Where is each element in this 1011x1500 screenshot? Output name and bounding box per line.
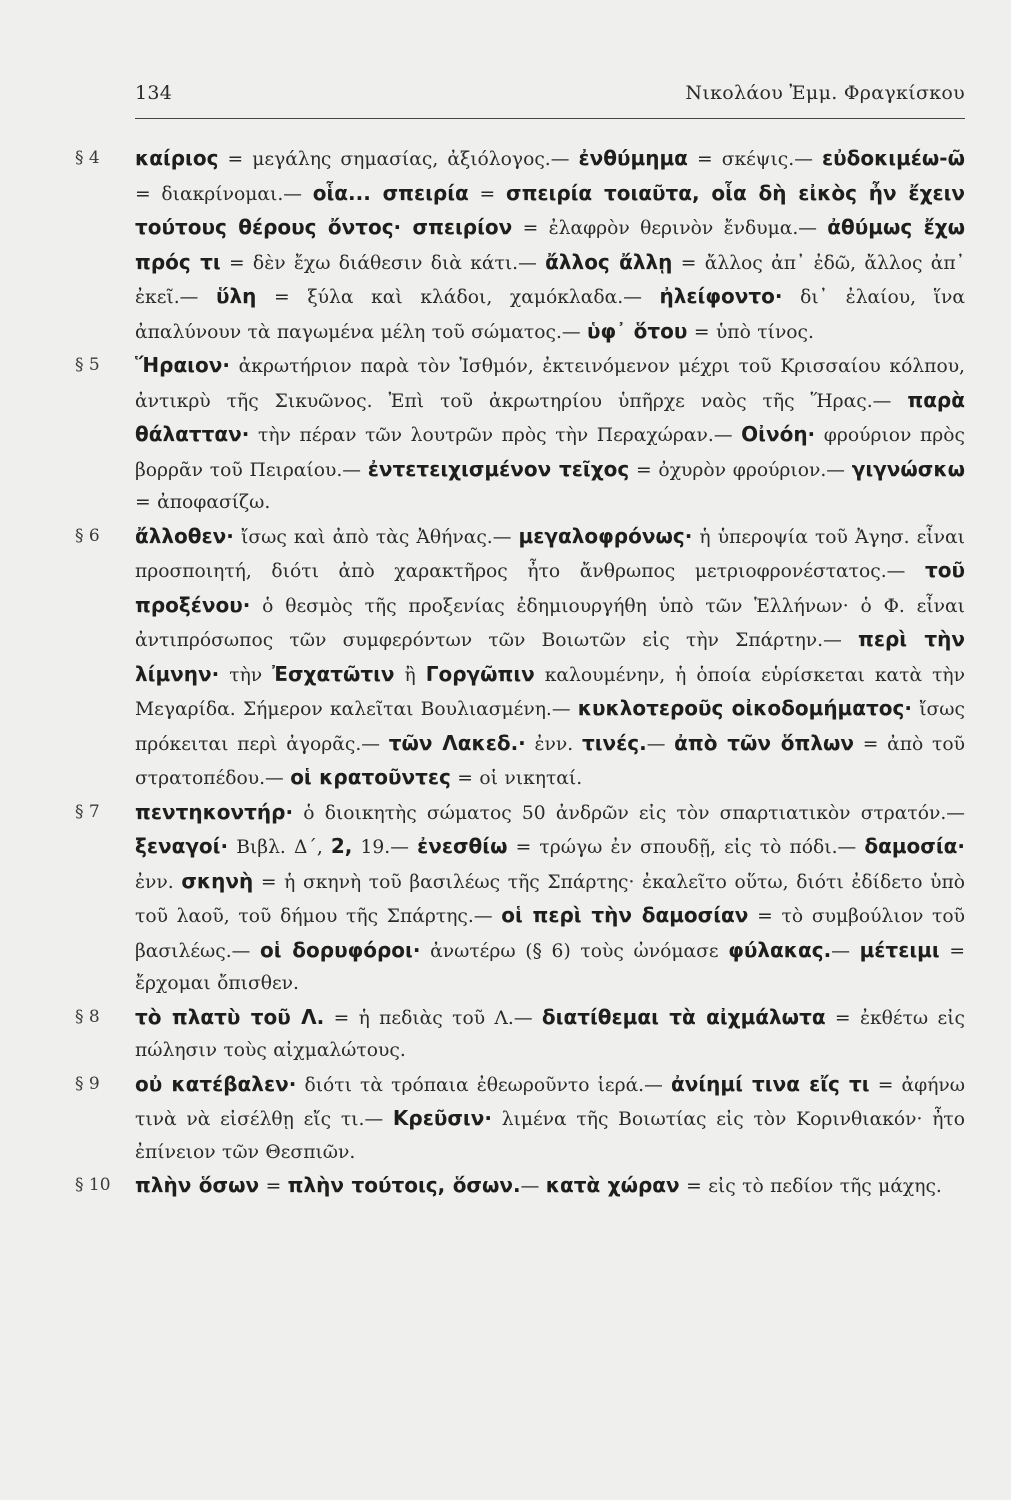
running-title: Νικολάου Ἐμμ. Φραγκίσκου <box>685 82 965 104</box>
commentary-body <box>75 142 965 1204</box>
section-10 <box>75 1169 965 1204</box>
section-text: Ἥραιον· ἀκρωτήριον παρὰ τὸν Ἰσθμόν, ἐκτεινόμενον μέχρι τοῦ Κρισσαίου κόλπου, ἀντικρὺ τῆς Σικυῶνος. Ἐπὶ τοῦ ἀκρωτηρίου ὑπῆρχε ναὸς τῆς Ἥρας.— παρὰ θάλατταν· τὴν πέραν τῶν λουτρῶν πρὸς τὴν Περαχώραν.— Οἰνόη· φρούριον πρὸς βορρᾶν τοῦ Πειραίου.— ἐντετειχισμένον τεῖχος = ὀχυρὸν φρούριον.— γιγνώσκω = ἀποφασίζω. <box>135 353 966 513</box>
section-number: § 7 <box>75 801 100 822</box>
section-text: πλὴν ὅσων = πλὴν τούτοις, ὅσων.— κατὰ χώραν = εἰς τὸ πεδίον τῆς μάχης. <box>135 1173 942 1197</box>
section-number: § 6 <box>75 525 100 546</box>
section-text: πεντηκοντήρ· ὁ διοικητὴς σώματος 50 ἀνδρῶν εἰς τὸν σπαρτιατικὸν στρατόν.— ξεναγοί· Βιβλ. Δ΄, 2, 19.— ἐνεσθίω = τρώγω ἐν σπουδῇ, εἰς τὸ πόδι.— δαμοσία· ἐνν. σκηνὴ = ἡ σκηνὴ τοῦ βασιλέως τῆς Σπάρτης· ἐκαλεῖτο οὕτω, διότι ἐδίδετο ὑπὸ τοῦ λαοῦ, τοῦ δήμου τῆς Σπάρτης.— οἱ περὶ τὴν δαμοσίαν = τὸ συμβούλιον τοῦ βασιλέως.— οἱ δορυφόροι· ἀνωτέρω (§ 6) τοὺς ὠνόμασε φύλακας.— μέτειμι = ἔρχομαι ὄπισθεν. <box>135 799 965 994</box>
section-text: καίριος = μεγάλης σημασίας, ἀξιόλογος.— ἐνθύμημα = σκέψις.— εὐδοκιμέω-ῶ = διακρίνομαι.— οἷα... σπειρία = σπειρία τοιαῦτα, οἷα δὴ εἰκὸς ἦν ἔχειν τούτους θέρους ὄντος· σπειρίον = ἐλαφρὸν θερινὸν ἔνδυμα.— ἀθύμως ἔχω πρός τι = δὲν ἔχω διάθεσιν διὰ κάτι.— ἄλλος ἄλλῃ = ἄλλος ἀπ᾽ ἐδῶ, ἄλλος ἀπ᾽ ἐκεῖ.— ὕλη = ξύλα καὶ κλάδοι, χαμόκλαδα.— ἠλείφοντο· δι᾽ ἐλαίου, ἵνα ἀπαλύνουν τὰ παγωμένα μέλη τοῦ σώματος.— ὑφ᾽ ὅτου = ὑπὸ τίνος. <box>135 146 966 343</box>
section-text: οὐ κατέβαλεν· διότι τὰ τρόπαια ἐθεωροῦντο ἱερά.— ἀνίημί τινα εἴς τι = ἀφήνω τινὰ νὰ εἰσέλθῃ εἴς τι.— Κρεῦσιν· λιμένα τῆς Βοιωτίας εἰς τὸν Κορινθιακόν· ἦτο ἐπίνειον τῶν Θεσπιῶν. <box>135 1071 965 1163</box>
section-number: § 10 <box>75 1175 111 1195</box>
section-number: § 4 <box>75 148 100 168</box>
page-number: 134 <box>135 82 173 104</box>
page-header <box>135 82 965 104</box>
section-number: § 9 <box>75 1073 100 1094</box>
section-text: τὸ πλατὺ τοῦ Λ. = ἡ πεδιὰς τοῦ Λ.— διατίθεμαι τὰ αἰχμάλωτα = ἐκθέτω εἰς πώλησιν τοὺς αἰχμαλώτους. <box>135 1004 965 1061</box>
section-number: § 5 <box>75 355 100 375</box>
section-4 <box>75 142 965 349</box>
section-8 <box>75 1001 965 1068</box>
section-7 <box>75 796 965 1001</box>
section-6 <box>75 520 965 796</box>
section-number: § 8 <box>75 1006 100 1027</box>
section-text: ἄλλοθεν· ἴσως καὶ ἀπὸ τὰς Ἀθήνας.— μεγαλοφρόνως· ἡ ὑπεροψία τοῦ Ἀγησ. εἶναι προσποιητή, διότι ἀπὸ χαρακτῆρος ἦτο ἄνθρωπος μετριοφρονέστατος.— τοῦ προξένου· ὁ θεσμὸς τῆς προξενίας ἐδημιουργήθη ὑπὸ τῶν Ἑλλήνων· ὁ Φ. εἶναι ἀντιπρόσωπος τῶν συμφερόντων τῶν Βοιωτῶν εἰς τὴν Σπάρτην.— περὶ τὴν λίμνην· τὴν Ἐσχατῶτιν ἢ Γοργῶπιν καλουμένην, ἡ ὁποία εὑρίσκεται κατὰ τὴν Μεγαρίδα. Σήμερον καλεῖται Βουλιασμένη.— κυκλοτεροῦς οἰκοδομήματος· ἴσως πρόκειται περὶ ἀγορᾶς.— τῶν Λακεδ.· ἐνν. τινές.— ἀπὸ τῶν ὅπλων = ἀπὸ τοῦ στρατοπέδου.— οἱ κρατοῦντες = οἱ νικηταί. <box>135 523 965 789</box>
section-9 <box>75 1068 965 1170</box>
section-5 <box>75 349 965 520</box>
header-rule <box>135 118 965 119</box>
